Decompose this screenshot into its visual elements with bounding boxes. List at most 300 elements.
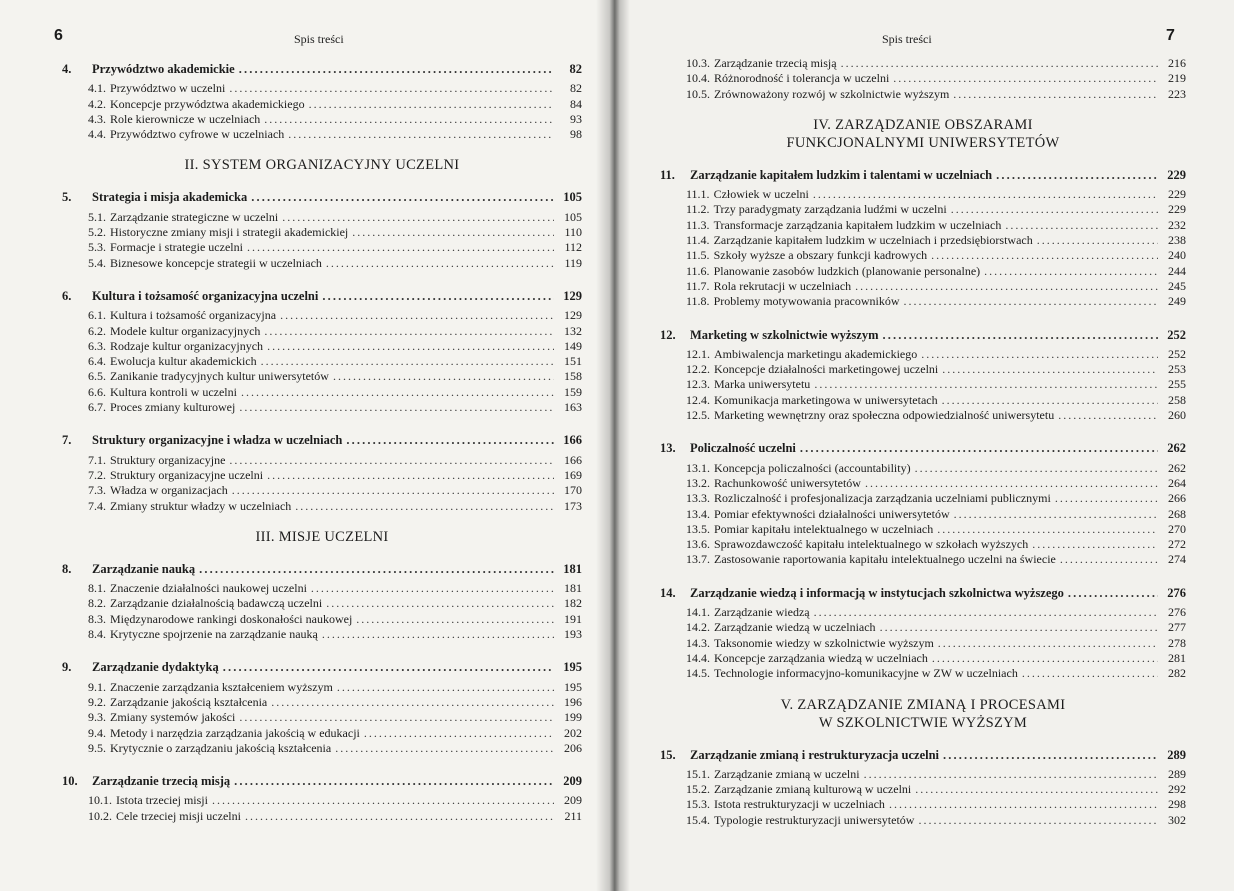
- section-title: Zarządzanie wiedzą: [714, 605, 810, 620]
- dot-leader: [943, 748, 1158, 763]
- page-ref: 112: [564, 240, 582, 255]
- page-ref: 82: [569, 62, 582, 76]
- section-gap: [62, 271, 582, 285]
- section-number: 10.3.: [686, 56, 710, 70]
- chapter-title: Marketing w szkolnictwie wyższym: [690, 327, 879, 342]
- section-title: Istota restrukturyzacji w uczelniach: [714, 797, 885, 812]
- dot-leader: [245, 809, 554, 824]
- section-title: Zarządzanie zmianą w uczelni: [714, 766, 860, 781]
- section-title: Rodzaje kultur organizacyjnych: [110, 338, 264, 353]
- section-title: Marka uniwersytetu: [714, 377, 811, 392]
- section-number: 10.2.: [88, 808, 112, 823]
- page-ref: 281: [1168, 650, 1186, 665]
- toc-chapter-row: [660, 586, 1186, 601]
- dot-leader: [333, 369, 554, 384]
- section-number: 11.1.: [686, 187, 710, 202]
- section-title: Trzy paradygmaty zarządzania ludźmi w uczelni: [713, 202, 947, 217]
- dot-leader: [880, 620, 1158, 635]
- page-ref: 298: [1168, 797, 1186, 812]
- section-number: 14.1.: [686, 605, 710, 620]
- page-ref: 93: [570, 111, 582, 126]
- dot-leader: [261, 354, 554, 369]
- section-number: 7.2.: [88, 467, 106, 482]
- page-ref: 249: [1168, 294, 1186, 309]
- section-number: 6.7.: [88, 400, 106, 415]
- dot-leader: [356, 612, 554, 627]
- toc-section-row: [62, 581, 582, 596]
- page-ref: 149: [564, 338, 582, 353]
- chapter-title: Policzalność uczelni: [690, 441, 796, 456]
- toc-section-row: [660, 202, 1186, 217]
- page-ref: 223: [1168, 86, 1186, 101]
- dot-leader: [889, 797, 1158, 812]
- section-number: 4.1.: [88, 81, 106, 96]
- chapter-number: 9.: [62, 660, 72, 675]
- section-title: Kultura i tożsamość organizacyjna: [110, 308, 277, 323]
- chapter-title: Strategia i misja akademicka: [92, 190, 248, 205]
- section-title: Zastosowanie raportowania kapitału intelektualnego uczelni na świecie: [714, 552, 1056, 567]
- toc-section-row: [660, 636, 1186, 651]
- section-title: Zarządzanie zmianą kulturową w uczelni: [714, 782, 912, 797]
- chapter-title: Zarządzanie dydaktyką: [92, 660, 219, 675]
- section-title: Biznesowe koncepcje strategii w uczelniach: [110, 255, 322, 270]
- section-number: 7.3.: [88, 483, 106, 498]
- page-ref: 219: [1168, 71, 1186, 86]
- section-title: Technologie informacyjno-komunikacyjne w ZW w uczelniach: [714, 666, 1018, 681]
- part-heading: [62, 156, 582, 174]
- section-gap: [62, 415, 582, 429]
- part-heading-line: IV. ZARZĄDZANIE OBSZARAMI: [813, 116, 1033, 133]
- toc-section-row: [62, 225, 582, 240]
- dot-leader: [984, 264, 1158, 279]
- chapter-title: Zarządzanie kapitałem ludzkim i talentami w uczelniach: [690, 167, 993, 182]
- section-title: Planowanie zasobów ludzkich (planowanie personalne): [713, 263, 981, 278]
- section-number: 6.1.: [88, 308, 106, 323]
- dot-leader: [326, 256, 554, 271]
- page-ref: 159: [564, 384, 582, 399]
- section-title: Marketing wewnętrzny oraz społeczna odpowiedzialność uniwersytetu: [714, 408, 1055, 423]
- dot-leader: [271, 695, 554, 710]
- dot-leader: [280, 308, 554, 323]
- dot-leader: [234, 774, 554, 789]
- toc-chapter-row: [62, 433, 582, 448]
- page-ref: 276: [1168, 605, 1186, 620]
- section-gap: [660, 568, 1186, 582]
- page-ref: 82: [570, 81, 582, 96]
- section-title: Role kierownicze w uczelniach: [110, 111, 261, 126]
- page-ref: 166: [563, 433, 582, 448]
- section-title: Sprawozdawczość kapitału intelektualnego w szkołach wyższych: [714, 537, 1029, 552]
- section-number: 12.3.: [686, 377, 710, 392]
- section-gap: [660, 310, 1186, 324]
- section-number: 10.4.: [686, 71, 710, 86]
- dot-leader: [295, 499, 554, 514]
- toc-section-row: [660, 605, 1186, 620]
- section-number: 13.6.: [686, 537, 710, 552]
- section-title: Zrównoważony rozwój w szkolnictwie wyższym: [714, 86, 950, 101]
- section-number: 13.5.: [686, 521, 710, 536]
- dot-leader: [337, 680, 554, 695]
- section-title: Zarządzanie strategiczne w uczelni: [110, 209, 279, 224]
- page-ref: 229: [1168, 202, 1186, 217]
- page-ref: 105: [563, 190, 582, 205]
- chapter-number: 5.: [62, 190, 72, 205]
- dot-leader: [1005, 218, 1158, 233]
- chapter-title: Zarządzanie trzecią misją: [92, 774, 231, 789]
- part-heading: [660, 696, 1186, 732]
- page-ref: 268: [1168, 506, 1186, 521]
- section-number: 7.1.: [88, 452, 106, 467]
- toc-chapter-row: [62, 62, 582, 77]
- toc-section-row: [62, 741, 582, 756]
- section-title: Zarządzanie kapitałem ludzkim w uczelniach i przedsiębiorstwach: [713, 233, 1033, 248]
- chapter-number: 12.: [660, 327, 676, 342]
- toc-section-row: [62, 612, 582, 627]
- toc-section-row: [62, 308, 582, 323]
- toc-chapter-row: [62, 774, 582, 789]
- section-gap: [660, 423, 1186, 437]
- page-ref: 232: [1168, 217, 1186, 232]
- toc-section-row: [62, 81, 582, 96]
- section-title: Struktury organizacyjne: [110, 452, 226, 467]
- toc-section-row: [62, 468, 582, 483]
- section-number: 11.8.: [686, 294, 710, 309]
- chapter-title: Przywództwo akademickie: [92, 62, 235, 76]
- page-ref: 264: [1168, 475, 1186, 490]
- page-ref: 211: [564, 808, 582, 823]
- section-number: 14.2.: [686, 620, 710, 635]
- toc-section-row: [62, 369, 582, 384]
- chapter-title: Zarządzanie zmianą i restrukturyzacja uczelni: [690, 747, 940, 762]
- section-title: Pomiar efektywności działalności uniwersytetów: [714, 506, 950, 521]
- section-number: 11.6.: [686, 263, 710, 278]
- part-heading-line: III. MISJE UCZELNI: [255, 528, 389, 545]
- section-title: Przywództwo w uczelni: [110, 81, 226, 96]
- page-ref: 255: [1168, 377, 1186, 392]
- dot-leader: [229, 453, 554, 468]
- dot-leader: [232, 483, 554, 498]
- dot-leader: [352, 225, 554, 240]
- section-title: Koncepcje zarządzania wiedzą w uczelniach: [714, 650, 928, 665]
- page-ref: 282: [1168, 666, 1186, 681]
- toc-section-row: [660, 813, 1186, 828]
- section-number: 6.4.: [88, 354, 106, 369]
- toc-section-row: [660, 347, 1186, 362]
- toc-section-row: [62, 809, 582, 824]
- toc-chapter-row: [62, 660, 582, 675]
- toc-section-row: [62, 210, 582, 225]
- section-title: Koncepcje działalności marketingowej uczelni: [714, 362, 939, 377]
- page-ref: 169: [564, 467, 582, 482]
- toc-section-row: [660, 218, 1186, 233]
- dot-leader: [1022, 666, 1158, 681]
- section-title: Zanikanie tradycyjnych kultur uniwersytetów: [110, 369, 329, 384]
- page-ref: 302: [1168, 812, 1186, 827]
- toc-section-row: [62, 354, 582, 369]
- section-title: Formacje i strategie uczelni: [110, 240, 243, 255]
- dot-leader: [893, 71, 1158, 86]
- section-number: 4.4.: [88, 127, 106, 142]
- page-ref: 193: [564, 627, 582, 642]
- section-title: Ambiwalencja marketingu akademickiego: [714, 346, 918, 361]
- dot-leader: [864, 767, 1158, 782]
- section-title: Różnorodność i tolerancja w uczelni: [714, 71, 890, 86]
- dot-leader: [996, 168, 1158, 183]
- right-page: [610, 0, 1234, 891]
- chapter-title: Zarządzanie nauką: [92, 561, 196, 576]
- section-number: 7.4.: [88, 498, 106, 513]
- dot-leader: [938, 636, 1158, 651]
- section-title: Krytycznie o zarządzaniu jakością kształcenia: [110, 740, 332, 755]
- part-heading-line: V. ZARZĄDZANIE ZMIANĄ I PROCESAMI: [780, 696, 1066, 713]
- section-title: Kultura kontroli w uczelni: [110, 384, 237, 399]
- section-title: Rozliczalność i profesjonalizacja zarządzania uczelniami publicznymi: [714, 491, 1051, 506]
- toc-section-row: [660, 666, 1186, 681]
- section-title: Krytyczne spojrzenie na zarządzanie nauką: [110, 627, 318, 642]
- dot-leader: [264, 112, 554, 127]
- dot-leader: [1032, 537, 1158, 552]
- toc-list: [62, 58, 582, 824]
- section-number: 14.3.: [686, 635, 710, 650]
- toc-chapter-row: [62, 289, 582, 304]
- chapter-title: Zarządzanie wiedzą i informacją w instytucjach szkolnictwa wyższego: [690, 585, 1064, 600]
- section-title: Typologie restrukturyzacji uniwersytetów: [714, 812, 915, 827]
- section-number: 5.3.: [88, 240, 106, 255]
- dot-leader: [942, 362, 1158, 377]
- page-ref: 209: [563, 774, 582, 789]
- section-title: Rachunkowość uniwersytetów: [714, 475, 861, 490]
- dot-leader: [953, 87, 1158, 102]
- section-number: 4.3.: [88, 111, 106, 126]
- section-title: Ewolucja kultur akademickich: [110, 354, 257, 369]
- chapter-number: 13.: [660, 441, 676, 456]
- part-heading-line: FUNKCJONALNYMI UNIWERSYTETÓW: [786, 134, 1060, 151]
- page-ref: 105: [564, 209, 582, 224]
- page-number: 6: [54, 27, 63, 44]
- page-ref: 274: [1168, 552, 1186, 567]
- dot-leader: [1058, 408, 1158, 423]
- section-title: Komunikacja marketingowa w uniwersytetach: [714, 392, 938, 407]
- section-number: 6.6.: [88, 384, 106, 399]
- dot-leader: [322, 289, 554, 304]
- section-number: 6.5.: [88, 369, 106, 384]
- part-heading-line: II. SYSTEM ORGANIZACYJNY UCZELNI: [184, 157, 460, 174]
- running-head: Spis treści: [882, 32, 932, 46]
- chapter-number: 15.: [660, 747, 676, 762]
- page-ref: 262: [1167, 441, 1186, 456]
- dot-leader: [954, 507, 1158, 522]
- dot-leader: [915, 782, 1158, 797]
- toc-list: [660, 56, 1186, 828]
- section-number: 12.5.: [686, 408, 710, 423]
- toc-chapter-row: [660, 441, 1186, 456]
- chapter-title: Kultura i tożsamość organizacyjna uczelni: [92, 288, 319, 303]
- section-number: 6.3.: [88, 338, 106, 353]
- chapter-number: 7.: [62, 433, 72, 448]
- part-heading-line: W SZKOLNICTWIE WYŻSZYM: [818, 714, 1028, 731]
- page-ref: 158: [564, 369, 582, 384]
- page-ref: 253: [1168, 362, 1186, 377]
- section-title: Zarządzanie trzecią misją: [714, 56, 837, 70]
- section-number: 13.3.: [686, 491, 710, 506]
- section-number: 11.4.: [686, 233, 710, 248]
- page-ref: 151: [564, 354, 582, 369]
- section-title: Koncepcje przywództwa akademickiego: [110, 96, 305, 111]
- section-number: 13.1.: [686, 460, 710, 475]
- section-title: Zarządzanie jakością kształcenia: [110, 694, 268, 709]
- toc-section-row: [660, 264, 1186, 279]
- chapter-number: 4.: [62, 62, 72, 76]
- dot-leader: [282, 210, 554, 225]
- dot-leader: [904, 294, 1158, 309]
- toc-section-row: [660, 248, 1186, 263]
- section-title: Zmiany struktur władzy w uczelniach: [110, 498, 292, 513]
- toc-section-row: [62, 483, 582, 498]
- toc-section-row: [660, 187, 1186, 202]
- dot-leader: [1068, 586, 1158, 601]
- section-number: 11.5.: [686, 248, 710, 263]
- section-title: Znaczenie zarządzania kształceniem wyższym: [110, 679, 333, 694]
- section-number: 6.2.: [88, 323, 106, 338]
- page-ref: 181: [564, 581, 582, 596]
- page-ref: 278: [1168, 635, 1186, 650]
- toc-section-row: [660, 87, 1186, 102]
- dot-leader: [932, 651, 1158, 666]
- section-title: Cele trzeciej misji uczelni: [116, 808, 241, 823]
- running-head: Spis treści: [294, 32, 344, 46]
- section-number: 9.3.: [88, 710, 106, 725]
- dot-leader: [883, 328, 1158, 343]
- section-number: 13.4.: [686, 506, 710, 521]
- page-ref: 266: [1168, 491, 1186, 506]
- chapter-number: 6.: [62, 288, 72, 303]
- dot-leader: [813, 187, 1158, 202]
- section-number: 11.7.: [686, 278, 710, 293]
- toc-section-row: [62, 339, 582, 354]
- dot-leader: [267, 339, 554, 354]
- dot-leader: [951, 202, 1158, 217]
- section-number: 8.2.: [88, 596, 106, 611]
- page-ref: 245: [1168, 278, 1186, 293]
- page-ref: 129: [564, 308, 582, 323]
- toc-section-row: [62, 240, 582, 255]
- page-ref: 216: [1168, 56, 1186, 70]
- toc-section-row: [62, 793, 582, 808]
- section-number: 5.2.: [88, 225, 106, 240]
- toc-section-row: [660, 71, 1186, 86]
- toc-chapter-row: [660, 748, 1186, 763]
- dot-leader: [288, 127, 554, 142]
- section-title: Istota trzeciej misji: [116, 793, 208, 808]
- section-number: 12.4.: [686, 392, 710, 407]
- dot-leader: [309, 97, 554, 112]
- toc-section-row: [660, 476, 1186, 491]
- dot-leader: [239, 710, 554, 725]
- toc-section-row: [62, 627, 582, 642]
- section-number: 8.1.: [88, 581, 106, 596]
- toc-section-row: [660, 522, 1186, 537]
- toc-section-row: [660, 552, 1186, 567]
- toc-section-row: [660, 279, 1186, 294]
- page-ref: 270: [1168, 521, 1186, 536]
- chapter-number: 10.: [62, 774, 78, 789]
- toc-section-row: [62, 97, 582, 112]
- page-ref: 195: [563, 660, 582, 675]
- section-number: 9.2.: [88, 694, 106, 709]
- page-ref: 252: [1168, 346, 1186, 361]
- section-number: 8.4.: [88, 627, 106, 642]
- dot-leader: [800, 441, 1158, 456]
- page-ref: 129: [563, 288, 582, 303]
- toc-section-row: [660, 56, 1186, 71]
- page-ref: 238: [1168, 233, 1186, 248]
- left-page: [0, 0, 610, 891]
- page-ref: 119: [564, 255, 582, 270]
- toc-section-row: [660, 377, 1186, 392]
- dot-leader: [1037, 233, 1158, 248]
- page-ref: 244: [1168, 263, 1186, 278]
- section-number: 8.3.: [88, 611, 106, 626]
- toc-chapter-row: [660, 168, 1186, 183]
- toc-chapter-row: [62, 562, 582, 577]
- toc-section-row: [62, 385, 582, 400]
- section-gap: [62, 642, 582, 656]
- toc-section-row: [660, 393, 1186, 408]
- page-ref: 182: [564, 596, 582, 611]
- section-title: Modele kultur organizacyjnych: [110, 323, 261, 338]
- page-ref: 289: [1167, 747, 1186, 762]
- section-title: Znaczenie działalności naukowej uczelni: [110, 581, 307, 596]
- section-number: 14.4.: [686, 650, 710, 665]
- dot-leader: [311, 581, 554, 596]
- section-title: Taksonomie wiedzy w szkolnictwie wyższym: [714, 635, 934, 650]
- dot-leader: [239, 400, 554, 415]
- section-number: 15.1.: [686, 766, 710, 781]
- page-ref: 260: [1168, 408, 1186, 423]
- dot-leader: [335, 741, 554, 756]
- toc-section-row: [62, 453, 582, 468]
- dot-leader: [267, 468, 554, 483]
- page-ref: 240: [1168, 248, 1186, 263]
- section-number: 15.4.: [686, 812, 710, 827]
- page-ref: 98: [570, 127, 582, 142]
- toc-section-row: [660, 782, 1186, 797]
- section-number: 14.5.: [686, 666, 710, 681]
- dot-leader: [229, 81, 554, 96]
- toc-section-row: [62, 127, 582, 142]
- section-number: 12.1.: [686, 346, 710, 361]
- section-number: 9.1.: [88, 679, 106, 694]
- page-ref: 84: [570, 96, 582, 111]
- toc-section-row: [62, 596, 582, 611]
- toc-section-row: [660, 362, 1186, 377]
- section-title: Zarządzanie działalnością badawczą uczelni: [110, 596, 323, 611]
- page-ref: 191: [564, 611, 582, 626]
- page-ref: 163: [564, 400, 582, 415]
- section-number: 5.1.: [88, 209, 106, 224]
- page-ref: 229: [1167, 167, 1186, 182]
- dot-leader: [239, 62, 554, 77]
- toc-section-row: [660, 233, 1186, 248]
- page-ref: 209: [564, 793, 582, 808]
- dot-leader: [346, 433, 554, 448]
- page-ref: 202: [564, 725, 582, 740]
- part-heading: [62, 528, 582, 546]
- section-title: Zmiany systemów jakości: [110, 710, 236, 725]
- dot-leader: [241, 385, 554, 400]
- dot-leader: [326, 596, 554, 611]
- page-ref: 166: [564, 452, 582, 467]
